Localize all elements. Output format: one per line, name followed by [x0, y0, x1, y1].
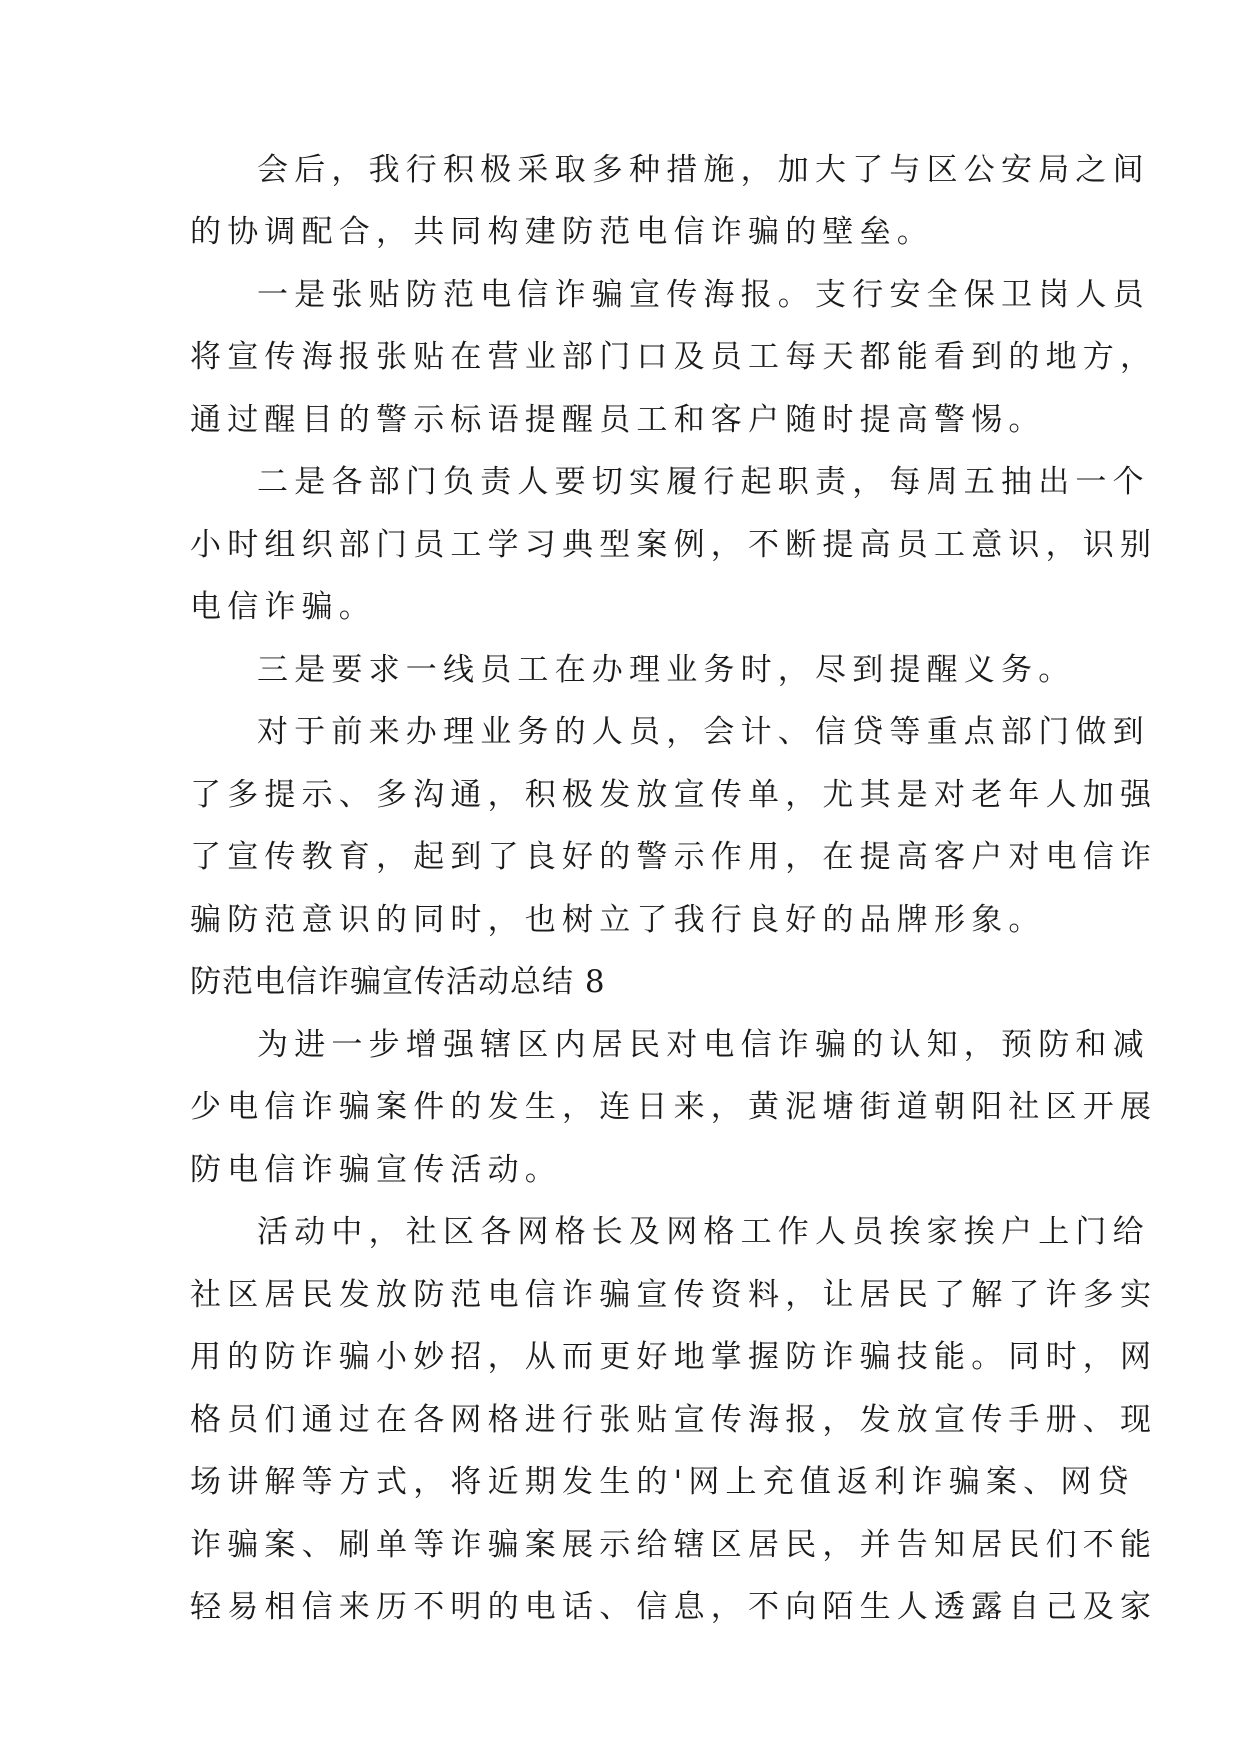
text-line: 了多提示、多沟通，积极发放宣传单，尤其是对老年人加强: [190, 777, 1158, 813]
text-line: 防电信诈骗宣传活动。: [190, 1152, 562, 1188]
text-line: 了宣传教育，起到了良好的警示作用，在提高客户对电信诈: [190, 839, 1158, 875]
text-line: 骗防范意识的同时，也树立了我行良好的品牌形象。: [190, 902, 1046, 938]
text-line: 通过醒目的警示标语提醒员工和客户随时提高警惕。: [190, 402, 1046, 438]
text-line: 一是张贴防范电信诈骗宣传海报。支行安全保卫岗人员: [257, 277, 1150, 313]
text-line: 活动中，社区各网格长及网格工作人员挨家挨户上门给: [257, 1214, 1150, 1250]
text-line: 诈骗案、刷单等诈骗案展示给辖区居民，并告知居民们不能: [190, 1527, 1158, 1563]
text-line: 轻易相信来历不明的电话、信息，不向陌生人透露自己及家: [190, 1589, 1158, 1625]
text-line: 电信诈骗。: [190, 589, 376, 625]
text-line: 的协调配合，共同构建防范电信诈骗的壁垒。: [190, 214, 934, 250]
text-line: 将宣传海报张贴在营业部门口及员工每天都能看到的地方，: [190, 339, 1158, 375]
text-line: 社区居民发放防范电信诈骗宣传资料，让居民了解了许多实: [190, 1277, 1158, 1313]
text-line: 为进一步增强辖区内居民对电信诈骗的认知，预防和减: [257, 1027, 1150, 1063]
text-line: 对于前来办理业务的人员，会计、信贷等重点部门做到: [257, 714, 1150, 750]
text-line: 小时组织部门员工学习典型案例，不断提高员工意识，识别: [190, 527, 1158, 563]
text-line: 场讲解等方式，将近期发生的'网上充值返利诈骗案、网贷: [190, 1464, 1135, 1500]
text-line: 少电信诈骗案件的发生，连日来，黄泥塘街道朝阳社区开展: [190, 1089, 1158, 1125]
text-line: 会后，我行积极采取多种措施，加大了与区公安局之间: [257, 152, 1150, 188]
text-line: 格员们通过在各网格进行张贴宣传海报，发放宣传手册、现: [190, 1402, 1158, 1438]
text-line: 三是要求一线员工在办理业务时，尽到提醒义务。: [257, 652, 1076, 688]
text-line: 二是各部门负责人要切实履行起职责，每周五抽出一个: [257, 464, 1150, 500]
text-line: 用的防诈骗小妙招，从而更好地掌握防诈骗技能。同时，网: [190, 1339, 1158, 1375]
section-heading: 防范电信诈骗宣传活动总结 8: [190, 964, 606, 1000]
